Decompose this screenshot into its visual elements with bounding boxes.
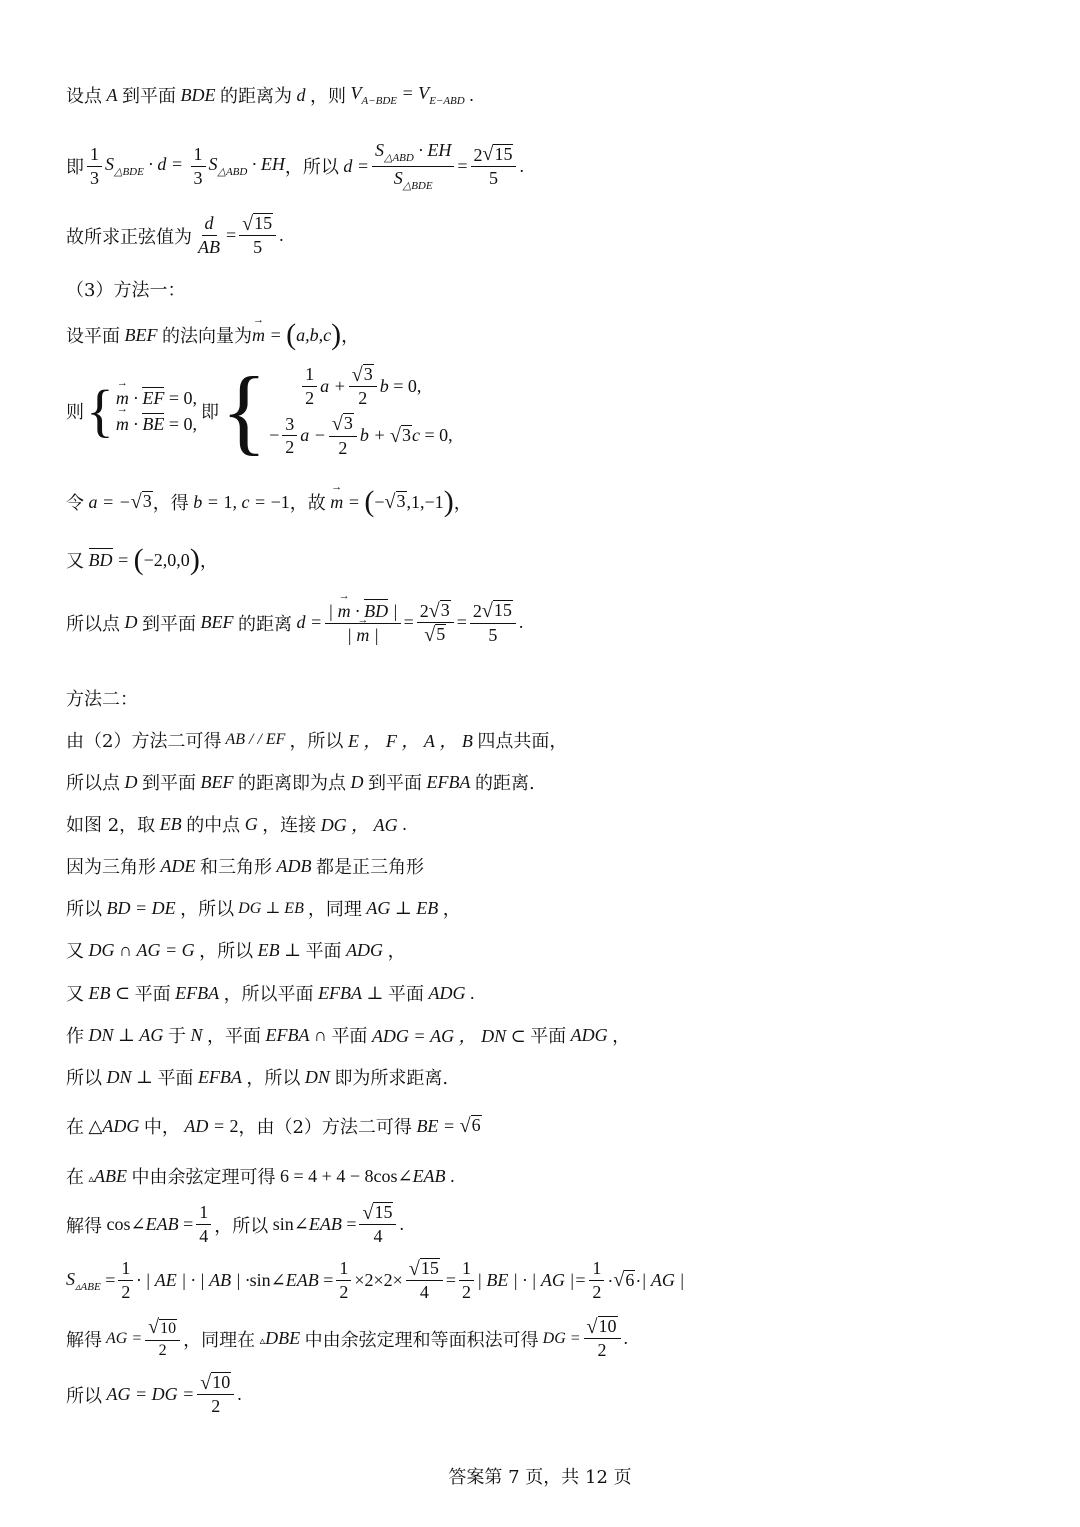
- text: 四点共面，: [477, 731, 568, 752]
- text: 方法二：: [66, 689, 138, 710]
- text: 所以: [66, 899, 102, 920]
- text: ，所以平面: [223, 984, 314, 1005]
- text: 即: [66, 157, 84, 179]
- text: 所以点: [66, 613, 120, 635]
- line-19: 所以 DN ⊥ 平面 EFBA ，所以 DN 即为所求距离.: [66, 1064, 448, 1090]
- line-4: [66, 276, 185, 302]
- text: 中由余弦定理可得: [131, 1167, 276, 1188]
- line-25: 所以 AG = DG = √ 10 2 .: [66, 1371, 242, 1417]
- text: 所以: [66, 1385, 102, 1407]
- text: 所以点: [66, 773, 120, 794]
- text: 平面: [157, 1068, 194, 1089]
- text: 中，: [143, 1117, 180, 1138]
- text: 的中点: [186, 815, 241, 836]
- text: 的距离: [238, 613, 292, 635]
- text: 到平面: [368, 773, 422, 794]
- text: 的距离即为点: [238, 773, 346, 794]
- text: 因为三角形: [66, 857, 156, 878]
- line-6: 则 { → m · EF = 0, → m · BE = 0, 即 { $\frac{1}{2}$ a + √ 3 2 b = 0, − $\frac{3}{2}$ a − √ 3 2 b + √ 3 c = 0,: [66, 362, 453, 460]
- text: 故所求正弦值为: [66, 226, 192, 248]
- text: 到平面: [142, 613, 196, 635]
- text: 作: [66, 1026, 84, 1047]
- line-10: [66, 685, 138, 711]
- text: 的距离为: [220, 86, 292, 107]
- text: 又: [66, 551, 84, 572]
- text: ，所以: [180, 899, 235, 920]
- text: 于: [167, 1026, 186, 1047]
- text: ，由（2）方法二可得: [238, 1117, 412, 1138]
- page-footer: 答案第 7 页，共 12 页: [448, 1467, 632, 1488]
- text: 令: [66, 493, 84, 514]
- text: 解得: [66, 1329, 102, 1351]
- line-5: 设平面 BEF 的法向量为 → m = ( a,b,c ) ，: [66, 320, 359, 350]
- text: 解得: [66, 1215, 102, 1237]
- text: 又: [66, 941, 84, 962]
- text: 的法向量为: [162, 326, 252, 347]
- text: 又: [66, 984, 84, 1005]
- text: （3）方法一：: [66, 280, 186, 301]
- text: ，得: [152, 493, 189, 514]
- text: 平面: [134, 984, 171, 1005]
- text: ，连接: [262, 815, 317, 836]
- text: 如图 2，取: [66, 815, 156, 836]
- text: 的距离.: [474, 773, 535, 794]
- line-21: 在 ▵ABE 中由余弦定理可得 6 = 4 + 4 − 8cos ∠EAB .: [66, 1163, 455, 1189]
- text: ，故: [289, 493, 326, 514]
- text: 即: [201, 402, 219, 424]
- text: 和三角形: [200, 857, 272, 878]
- text: ，所以: [199, 941, 254, 962]
- text: 平面: [331, 1026, 368, 1047]
- line-17: 又 EB ⊂ 平面 EFBA ，所以平面 EFBA ⊥ 平面 ADG .: [66, 980, 474, 1006]
- line-24: 解得 AG = √ 10 2 ，同理在 ▵DBE 中由余弦定理和等面积法可得 DG = √ 10 2 .: [66, 1315, 629, 1361]
- text: 即为所求距离.: [334, 1068, 449, 1089]
- text: 平面: [530, 1026, 567, 1047]
- text: ，所以: [214, 1215, 269, 1237]
- text: 到平面: [122, 86, 176, 107]
- text: ，所以: [284, 157, 339, 179]
- text: ，所以: [289, 731, 344, 752]
- line-13: 如图 2，取 EB 的中点 G ，连接 DG ， AG .: [66, 811, 407, 837]
- text: 所以: [66, 1068, 102, 1089]
- line-2: 即 $\frac{1}{3}$ $S_{\triangle BDE} \cdot d$ = $\frac{1}{3}$ $S_{\triangle ABD}$ · EH ，所以 d = $\frac{S_{\triangle ABD} \cdot EH}{S_{\triangle BDE}}$ = 2 √ 15 5 .: [66, 140, 524, 192]
- line-22: 解得 cos ∠EAB = $\frac{1}{4}$ ，所以 sin ∠EAB = √ 15 4 .: [66, 1201, 404, 1247]
- text: 平面: [305, 941, 342, 962]
- text: 由（2）方法二可得: [66, 731, 222, 752]
- line-15: 所以 BD = DE ，所以 DG ⊥ EB ，同理 AG ⊥ EB ，: [66, 895, 461, 921]
- text: 都是正三角形: [316, 857, 424, 878]
- line-11: 由（2）方法二可得 AB / / EF ，所以 E ， F ， A ， B 四点共面，: [66, 727, 567, 753]
- text: 在: [66, 1117, 84, 1138]
- text: 设平面: [66, 326, 120, 347]
- text: 中由余弦定理和等面积法可得: [304, 1329, 539, 1351]
- text: ，则: [310, 86, 346, 107]
- line-20: 在 △ADG 中， AD = 2 ，由（2）方法二可得 BE = √ 6: [66, 1114, 481, 1138]
- line-18: 作 DN ⊥ AG 于 N ，平面 EFBA ∩ 平面 ADG = AG ， DN ⊂ 平面 ADG ，: [66, 1022, 630, 1048]
- line-16: 又 DG ∩ AG = G ，所以 EB ⊥ 平面 ADG ，: [66, 937, 406, 963]
- line-1: 设点 A 到平面 BDE 的距离为 d ，则 $V_{A-BDE} = V_{E-ABD}$ .: [66, 83, 474, 107]
- line-8: 又 BD = ( −2,0,0 ) ，: [66, 543, 218, 576]
- text: 平面: [387, 984, 424, 1005]
- line-23: $S_{▵ABE}$ = $\frac{1}{2}$ · | AE | · | AB | · sin ∠EAB = $\frac{1}{2}$ ×2×2× √ 15 4 = $\frac{1}{2}$ | BE | · | AG |= $\frac{1}{2}$ · √ 6 · | AG |: [66, 1257, 685, 1303]
- text: ，同理在: [183, 1329, 256, 1351]
- text: 到平面: [142, 773, 196, 794]
- text: 设点: [66, 86, 102, 107]
- line-3: 故所求正弦值为 $\frac{d}{AB}$ = √ 15 5 .: [66, 212, 284, 258]
- text: 则: [66, 402, 84, 424]
- text: ，平面: [206, 1026, 261, 1047]
- text: 在: [66, 1167, 84, 1188]
- line-12: 所以点 D 到平面 BEF 的距离即为点 D 到平面 EFBA 的距离.: [66, 769, 535, 795]
- text: ，同理: [307, 899, 362, 920]
- line-14: 因为三角形 ADE 和三角形 ADB 都是正三角形: [66, 853, 424, 879]
- text: ，所以: [246, 1068, 301, 1089]
- line-9: 所以点 D 到平面 BEF 的距离 d = $\frac{| \to m \cdot BD |}{| \to m |}$ = 2 √ 3 √ 5 = 2 √ 15 5 .: [66, 600, 523, 646]
- line-7: 令 a = − √ 3 ，得 b = 1, c = −1 ，故 → m = ( − √ 3 ,1,−1 ) ，: [66, 487, 472, 517]
